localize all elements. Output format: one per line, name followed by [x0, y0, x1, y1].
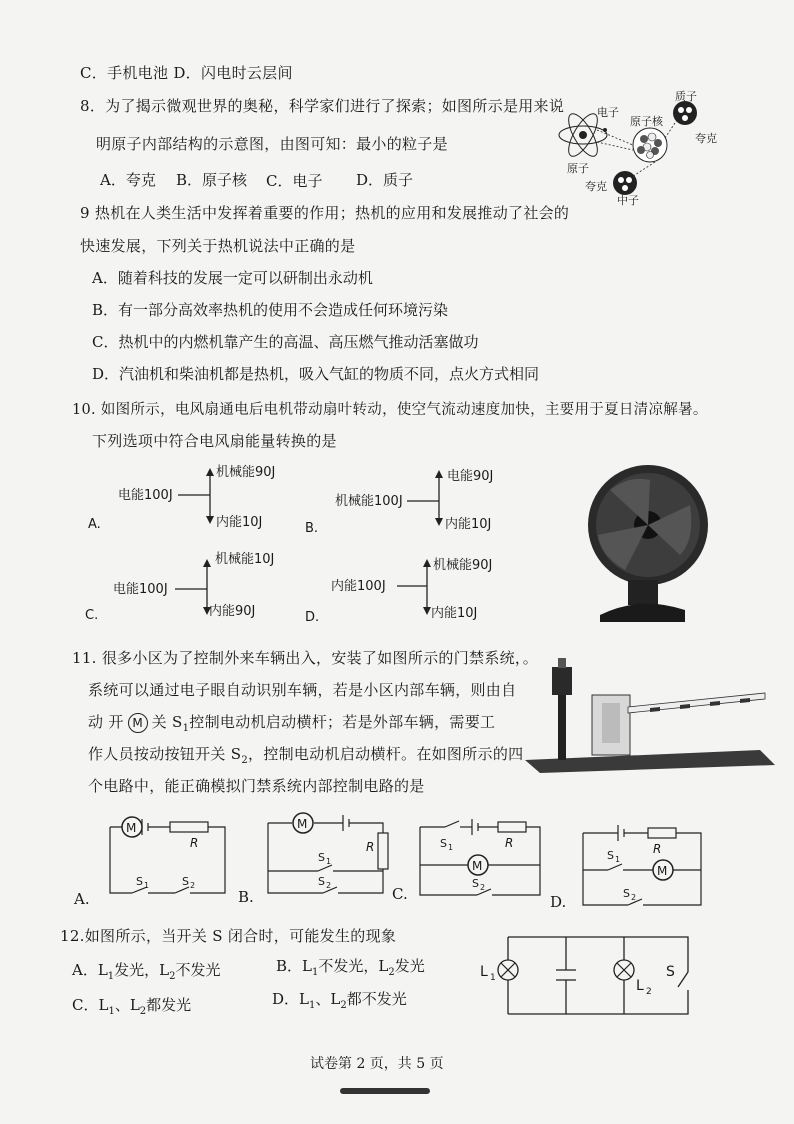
neutron-icon — [613, 171, 637, 195]
lamp-l1-icon — [498, 960, 518, 980]
energy-d-up: 机械能90J — [433, 558, 493, 573]
circuit-a-motor-label: M — [126, 821, 137, 835]
q11-stem3-part2: 关 S — [151, 713, 183, 731]
circuit-a-s1-sub: 1 — [144, 881, 150, 890]
q12-d-sub1: 1 — [309, 1000, 316, 1011]
energy-b-up: 电能90J — [447, 469, 494, 484]
circuit-d-s2-label: S — [623, 887, 630, 900]
q11-stem4-part1: 作人员按动按钮开关 S — [88, 745, 242, 763]
label-quark-2: 夸克 — [585, 180, 607, 193]
q10-stem-line1: 10. 如图所示，电风扇通电后电机带动扇叶转动，使空气流动速度加快，主要用于夏日清凉解暑。 — [72, 402, 708, 418]
q12-d-p3: 都不发光 — [346, 990, 407, 1008]
q12-b-p3: 发光 — [394, 957, 425, 975]
q12-b-sub2: 2 — [388, 967, 395, 978]
q8-option-a: A．夸克 — [100, 171, 156, 189]
q12-a-sub1: 1 — [107, 971, 115, 982]
circuit-b-s2-label: S — [318, 875, 325, 888]
q12-d-p1: D．L — [272, 990, 309, 1008]
circuit-d — [583, 815, 713, 905]
q11-s2-subscript: 2 — [241, 755, 249, 766]
q12-a-p2: 发光，L — [114, 961, 170, 979]
option-b-letter: B. — [305, 521, 319, 536]
circuit-d-s1-sub: 1 — [615, 855, 621, 864]
q12-c-p3: 都发光 — [146, 996, 192, 1014]
q12-stem: 12.如图所示，当开关 S 闭合时，可能发生的现象 — [60, 927, 397, 945]
q12-option-a — [72, 959, 221, 982]
energy-diagram-c — [85, 545, 295, 625]
option-c-letter: C. — [85, 608, 99, 623]
energy-a-input: 电能100J — [118, 488, 173, 503]
energy-a-up: 机械能90J — [216, 465, 276, 480]
q12-c-sub1: 1 — [108, 1006, 115, 1017]
q11-stem3-part1: 动 开 — [88, 713, 124, 731]
q11-stem-line4 — [88, 743, 523, 766]
circuit-c-s2-sub: 2 — [480, 883, 486, 892]
q12-option-c — [72, 994, 191, 1017]
circuit-b-option-label: B. — [238, 888, 254, 906]
circuit-d-motor-label: M — [657, 864, 668, 878]
atom-structure-figure — [555, 90, 735, 210]
q12-b-p2: 不发光，L — [318, 957, 389, 975]
q12-d-p2: 、L — [315, 990, 341, 1008]
q11-stem-line5: 个电路中，能正确模拟门禁系统内部控制电路的是 — [88, 777, 425, 795]
circuit-d-s2-sub: 2 — [631, 893, 637, 902]
energy-c-down: 内能90J — [209, 604, 256, 619]
energy-b-input: 机械能100J — [335, 494, 403, 509]
nucleus-icon — [633, 128, 667, 162]
q9-option-d: D．汽油机和柴油机都是热机，吸入气缸的物质不同，点火方式相同 — [92, 365, 540, 383]
circuit-b-s2-sub: 2 — [326, 881, 332, 890]
energy-d-down: 内能10J — [431, 606, 478, 621]
energy-diagram-a — [88, 460, 298, 540]
energy-b-down: 内能10J — [445, 517, 492, 532]
circuit-b-s1-sub: 1 — [326, 857, 332, 866]
q11-stem4-part2: ，控制电动机启动横杆。在如图所示的四 — [248, 745, 524, 763]
page-footer: 试卷第 2 页，共 5 页 — [310, 1056, 444, 1072]
circuit-a-s2-sub: 2 — [190, 881, 196, 890]
lamp-l2-icon — [614, 960, 634, 980]
circuit-b-resistor-label: R — [366, 840, 375, 854]
q11-stem-line3 — [88, 711, 495, 734]
label-atom: 原子 — [567, 162, 589, 175]
label-switch-s: S — [666, 964, 675, 980]
q8-option-d: D．质子 — [356, 171, 414, 189]
energy-c-up: 机械能10J — [215, 552, 275, 567]
label-l2: L — [636, 978, 644, 994]
circuit-a-resistor-label: R — [190, 836, 199, 850]
gate-barrier-image — [520, 655, 780, 775]
label-electron: 电子 — [597, 106, 619, 119]
circuit-c — [420, 815, 550, 905]
motor-symbol-icon: M — [128, 713, 148, 733]
q8-option-c: C．电子 — [266, 172, 323, 190]
q10-stem-line2: 下列选项中符合电风扇能量转换的是 — [92, 432, 337, 450]
circuit-c-resistor-label: R — [505, 836, 514, 850]
q12-b-p1: B．L — [276, 957, 312, 975]
option-d-letter: D. — [305, 610, 320, 625]
circuit-b-s1-label: S — [318, 851, 325, 864]
q12-c-sub2: 2 — [139, 1006, 147, 1017]
q12-circuit — [478, 932, 708, 1022]
circuit-a-s1-label: S — [136, 875, 143, 888]
q11-stem3-part3: 控制电动机启动横杆；若是外部车辆，需要工 — [189, 713, 496, 731]
footer-scan-mark — [340, 1088, 430, 1094]
q9-stem-line2: 快速发展，下列关于热机说法中正确的是 — [80, 237, 356, 255]
q12-a-sub2: 2 — [169, 971, 176, 982]
circuit-c-option-label: C. — [392, 885, 408, 903]
q9-stem-line1: 9 热机在人类生活中发挥着重要的作用；热机的应用和发展推动了社会的 — [80, 204, 570, 222]
q11-stem-line2: 系统可以通过电子眼自动识别车辆，若是小区内部车辆，则由自 — [88, 681, 517, 699]
q8-option-b: B．原子核 — [176, 171, 248, 189]
q12-a-p1: A．L — [72, 961, 108, 979]
proton-icon — [673, 101, 697, 125]
q7-options-tail: C．手机电池 D．闪电时云层间 — [80, 64, 293, 82]
label-l2-sub: 2 — [646, 987, 652, 997]
circuit-b — [268, 815, 398, 905]
energy-diagram-d — [305, 545, 515, 625]
circuit-c-motor-label: M — [472, 859, 483, 873]
q8-stem-line2: 明原子内部结构的示意图，由图可知：最小的粒子是 — [96, 135, 448, 153]
q12-c-p2: 、L — [114, 996, 140, 1014]
q12-b-sub1: 1 — [311, 967, 319, 978]
circuit-c-s1-sub: 1 — [448, 843, 454, 852]
label-proton: 质子 — [675, 90, 697, 103]
q8-stem-line1: 8．为了揭示微观世界的奥秘，科学家们进行了探索；如图所示是用来说 — [80, 97, 565, 115]
q12-d-sub2: 2 — [340, 1000, 347, 1011]
q12-c-p1: C．L — [72, 996, 109, 1014]
q9-option-b: B．有一部分高效率热机的使用不会造成任何环境污染 — [92, 301, 449, 319]
electric-fan-image — [570, 460, 740, 630]
label-nucleus: 原子核 — [630, 115, 663, 128]
circuit-c-s2-label: S — [472, 877, 479, 890]
circuit-d-option-label: D. — [550, 893, 567, 911]
energy-c-input: 电能100J — [113, 582, 168, 597]
circuit-a-s2-label: S — [182, 875, 189, 888]
circuit-d-resistor-label: R — [653, 842, 662, 856]
circuit-a — [90, 815, 220, 905]
circuit-b-motor-label: M — [297, 817, 308, 831]
q12-option-d — [272, 988, 407, 1011]
circuit-d-s1-label: S — [607, 849, 614, 862]
energy-diagram-b — [305, 460, 515, 540]
circuit-c-s1-label: S — [440, 837, 447, 850]
energy-d-input: 内能100J — [331, 579, 386, 594]
label-l1-sub: 1 — [490, 973, 496, 983]
energy-a-down: 内能10J — [216, 515, 263, 530]
label-quark-1: 夸克 — [695, 132, 717, 145]
option-a-letter: A. — [88, 517, 101, 532]
q9-option-c: C．热机中的内燃机靠产生的高温、高压燃气推动活塞做功 — [92, 333, 479, 351]
q11-stem-line1: 11. 很多小区为了控制外来车辆出入，安装了如图所示的门禁系统，。 — [72, 649, 539, 667]
label-neutron: 中子 — [617, 194, 639, 207]
q12-option-b — [276, 955, 425, 978]
q12-a-p3: 不发光 — [175, 961, 221, 979]
q11-s1-subscript: 1 — [182, 723, 190, 734]
q9-option-a: A．随着科技的发展一定可以研制出永动机 — [92, 269, 373, 287]
label-l1: L — [480, 964, 488, 980]
circuit-a-option-label: A. — [74, 890, 90, 908]
